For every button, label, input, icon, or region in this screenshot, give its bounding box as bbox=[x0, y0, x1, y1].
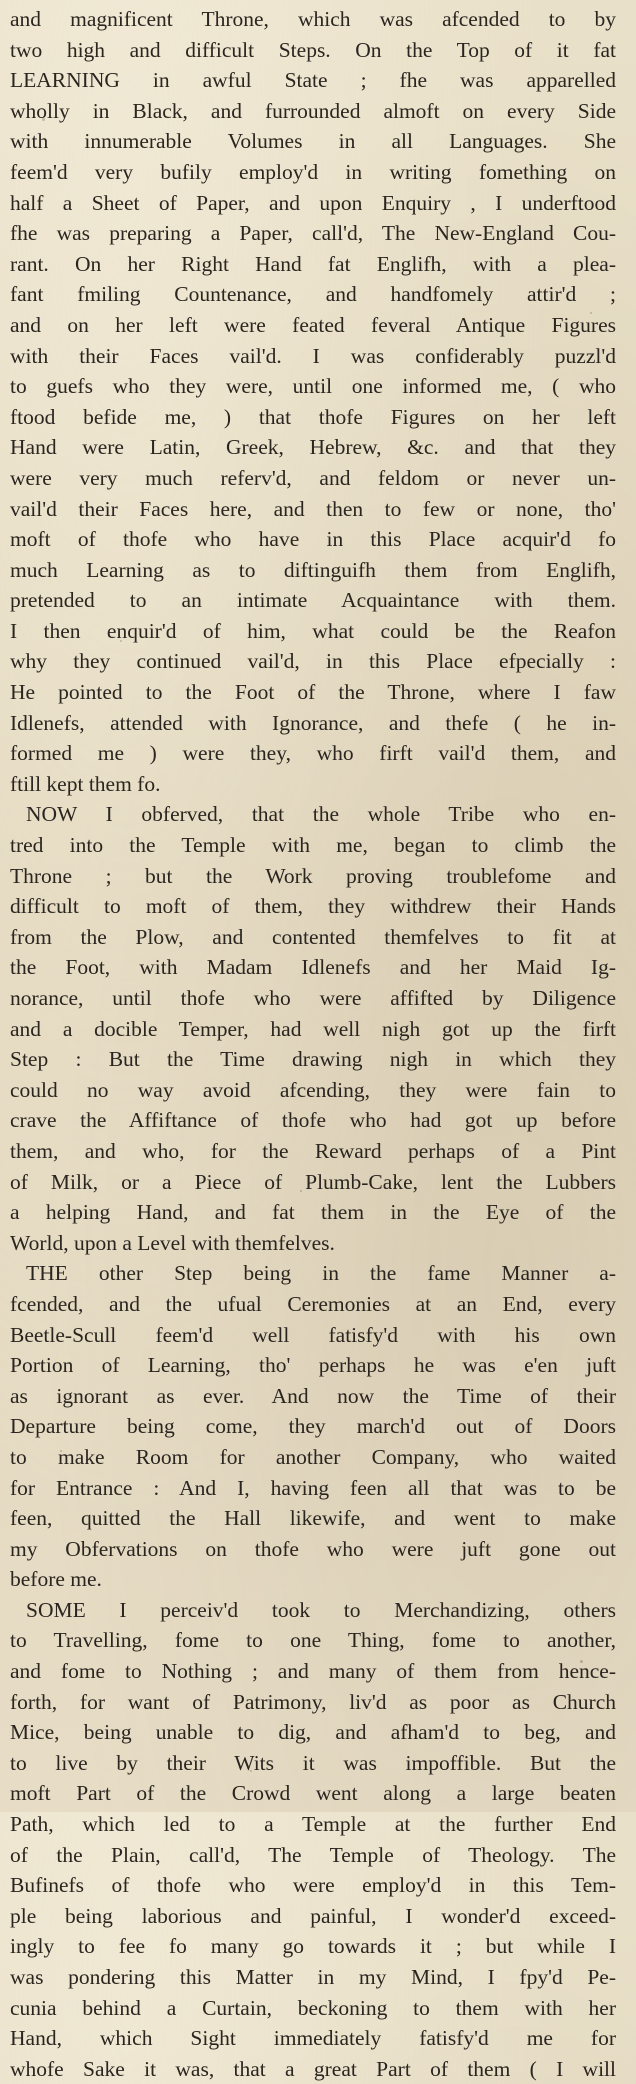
text-line: moft Part of the Crowd went along a large beaten bbox=[10, 1781, 616, 1806]
text-line: World, upon a Level with themfelves. bbox=[10, 1230, 335, 1255]
text-line: why they continued vail'd, in this Place efpecially : bbox=[10, 649, 616, 674]
paragraph-first-line: SOME I perceiv'd took to Merchandizing, others bbox=[26, 1597, 616, 1622]
paper-speck bbox=[42, 118, 45, 121]
text-line: Throne ; but the Work proving troublefome and bbox=[10, 863, 616, 888]
text-line: ingly to fee fo many go towards it ; but while I bbox=[10, 1934, 616, 1959]
text-line: fant fmiling Countenance, and handfomely attir'd ; bbox=[10, 282, 616, 307]
text-line: Portion of Learning, tho' perhaps he was e'en juft bbox=[10, 1353, 616, 1378]
text-line: Beetle-Scull feem'd well fatisfy'd with his own bbox=[10, 1322, 616, 1347]
text-line: whofe Sake it was, that a great Part of them ( I will bbox=[10, 2056, 616, 2081]
newspaper-column bbox=[10, 4, 616, 2081]
text-line: Bufinefs of thofe who were employ'd in this Tem- bbox=[10, 1873, 616, 1898]
text-line: fcended, and the ufual Ceremonies at an End, every bbox=[10, 1291, 616, 1316]
text-line: them, and who, for the Reward perhaps of a Pint bbox=[10, 1138, 616, 1163]
paragraph-first-line: NOW I obferved, that the whole Tribe who en- bbox=[26, 802, 616, 827]
text-line: I then enquir'd of him, what could be the Reafon bbox=[10, 618, 616, 643]
text-line: ftood befide me, ) that thofe Figures on her left bbox=[10, 404, 616, 429]
text-line: difficult to moft of them, they withdrew their Hands bbox=[10, 894, 616, 919]
text-line: could no way avoid afcending, they were fain to bbox=[10, 1077, 616, 1102]
text-line: with their Faces vail'd. I was confiderably puzzl'd bbox=[10, 343, 616, 368]
text-line: and a docible Temper, had well nigh got up the firft bbox=[10, 1016, 616, 1041]
text-line: for Entrance : And I, having feen all that was to be bbox=[10, 1475, 616, 1500]
paper-speck bbox=[250, 1770, 252, 1772]
paragraph-first-line: THE other Step being in the fame Manner a- bbox=[26, 1261, 616, 1286]
text-line: half a Sheet of Paper, and upon Enquiry , I underftood bbox=[10, 190, 616, 215]
text-line: much Learning as to diftinguifh them from Englifh, bbox=[10, 557, 616, 582]
text-line: Step : But the Time drawing nigh in which they bbox=[10, 1047, 616, 1072]
text-line: as ignorant as ever. And now the Time of their bbox=[10, 1383, 616, 1408]
text-line: to Travelling, fome to one Thing, fome to another, bbox=[10, 1628, 616, 1653]
text-line: pretended to an intimate Acquaintance with them. bbox=[10, 588, 616, 613]
paper-speck bbox=[515, 905, 518, 908]
paper-speck bbox=[120, 640, 122, 642]
text-line: rant. On her Right Hand fat Englifh, with a plea- bbox=[10, 251, 616, 276]
text-line: LEARNING in awful State ; fhe was apparelled bbox=[10, 68, 616, 93]
text-line: to make Room for another Company, who waited bbox=[10, 1444, 616, 1469]
text-line: feen, quitted the Hall likewife, and went to make bbox=[10, 1506, 616, 1531]
text-line: to guefs who they were, until one informed me, ( who bbox=[10, 374, 616, 399]
text-line: my Obfervations on thofe who were juft gone out bbox=[10, 1536, 616, 1561]
text-line: Idlenefs, attended with Ignorance, and thefe ( he in- bbox=[10, 710, 616, 735]
text-line: He pointed to the Foot of the Throne, where I faw bbox=[10, 680, 616, 705]
text-line: a helping Hand, and fat them in the Eye of the bbox=[10, 1200, 616, 1225]
text-line: Hand were Latin, Greek, Hebrew, &c. and that they bbox=[10, 435, 616, 460]
text-line: formed me ) were they, who firft vail'd them, and bbox=[10, 741, 616, 766]
text-line: cunia behind a Curtain, beckoning to them with her bbox=[10, 1995, 616, 2020]
text-line: of Milk, or a Piece of Plumb-Cake, lent the Lubbers bbox=[10, 1169, 616, 1194]
text-line: feem'd very bufily employ'd in writing fomething on bbox=[10, 159, 616, 184]
text-line: wholly in Black, and furrounded almoft on every Side bbox=[10, 98, 616, 123]
text-line: were very much referv'd, and feldom or never un- bbox=[10, 465, 616, 490]
text-line: Mice, being unable to dig, and afham'd to beg, and bbox=[10, 1720, 616, 1745]
text-line: two high and difficult Steps. On the Top of it fat bbox=[10, 37, 616, 62]
text-line: before me. bbox=[10, 1567, 102, 1592]
text-line: crave the Affiftance of thofe who had got up before bbox=[10, 1108, 616, 1133]
text-line: Departure being come, they march'd out of Doors bbox=[10, 1414, 616, 1439]
text-line: tred into the Temple with me, began to climb the bbox=[10, 833, 616, 858]
text-line: to live by their Wits it was impoffible. But the bbox=[10, 1750, 616, 1775]
text-line: norance, until thofe who were affifted by Diligence bbox=[10, 986, 616, 1010]
text-line: and magnificent Throne, which was afcended to by bbox=[10, 7, 616, 31]
text-line: and fome to Nothing ; and many of them from hence- bbox=[10, 1659, 616, 1684]
text-line: Hand, which Sight immediately fatisfy'd me for bbox=[10, 2026, 616, 2051]
text-line: was pondering this Matter in my Mind, I fpy'd Pe- bbox=[10, 1965, 616, 1989]
text-line: from the Plow, and contented themfelves to fit at bbox=[10, 924, 616, 949]
text-line: vail'd their Faces here, and then to few or none, tho' bbox=[10, 496, 616, 521]
paper-speck bbox=[580, 1660, 583, 1663]
paper-speck bbox=[300, 1190, 302, 1192]
text-line: of the Plain, call'd, The Temple of Theology. The bbox=[10, 1842, 616, 1867]
text-line: the Foot, with Madam Idlenefs and her Maid Ig- bbox=[10, 955, 616, 980]
text-line: ple being laborious and painful, I wonder'd exceed- bbox=[10, 1903, 616, 1928]
paper-speck bbox=[590, 312, 592, 314]
text-line: forth, for want of Patrimony, liv'd as poor as Church bbox=[10, 1689, 616, 1714]
text-line: fhe was preparing a Paper, call'd, The New-England Cou- bbox=[10, 221, 616, 246]
text-line: moft of thofe who have in this Place acquir'd fo bbox=[10, 527, 616, 552]
paper-speck bbox=[60, 1450, 62, 1452]
text-line: with innumerable Volumes in all Languages. She bbox=[10, 129, 616, 154]
text-line: ftill kept them fo. bbox=[10, 771, 161, 796]
text-line: Path, which led to a Temple at the further End bbox=[10, 1812, 616, 1837]
text-line: and on her left were feated feveral Antique Figures bbox=[10, 312, 616, 337]
